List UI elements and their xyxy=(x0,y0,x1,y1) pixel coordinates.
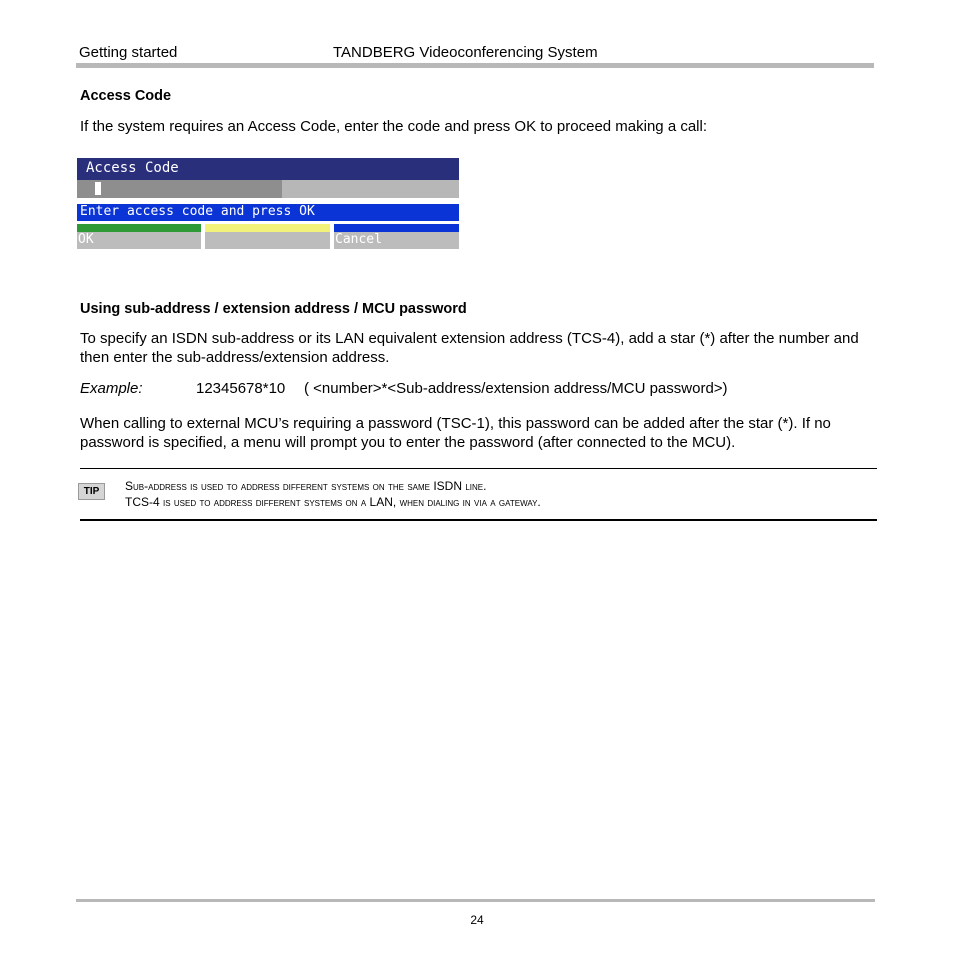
tip-rule-top xyxy=(80,468,877,469)
header-section-title: Getting started xyxy=(79,44,178,61)
tip-badge: TIP xyxy=(78,483,105,500)
softkey-blue-strip xyxy=(334,224,459,232)
softkey-green-strip xyxy=(77,224,201,232)
header-product-title: TANDBERG Videoconferencing System xyxy=(333,44,598,61)
tip-line-2: TCS-4 is used to address different systems on a LAN, when dialing in via a gateway. xyxy=(125,495,541,509)
menu-title: Access Code xyxy=(86,160,179,176)
softkey-ok-label: OK xyxy=(78,232,94,247)
access-code-input-field xyxy=(77,180,282,198)
tip-line-1: Sub-address is used to address different systems on the same ISDN line. xyxy=(125,479,487,493)
softkey-cancel xyxy=(334,224,459,249)
menu-title-bar xyxy=(77,158,459,180)
softkey-ok xyxy=(77,224,201,249)
access-code-menu-screenshot xyxy=(77,158,459,249)
example-label: Example: xyxy=(80,380,143,397)
sub-address-body-2: When calling to external MCU’s requiring a password (TSC-1), this password can be added after the star (*). If no password is specified, a menu will prompt you to enter the password (after connected to the MCU). xyxy=(80,415,831,451)
text-cursor xyxy=(95,182,101,195)
softkey-yellow xyxy=(205,224,330,249)
menu-prompt: Enter access code and press OK xyxy=(80,204,315,219)
softkey-yellow-strip xyxy=(205,224,330,232)
softkey-cancel-label: Cancel xyxy=(335,232,382,247)
header-rule xyxy=(76,63,874,68)
tip-rule-bottom xyxy=(80,519,877,521)
footer-rule xyxy=(76,899,875,902)
sub-address-body-1: To specify an ISDN sub-address or its LAN equivalent extension address (TCS-4), add a star (*) after the number and then enter the sub-address/extension address. xyxy=(80,330,859,366)
example-value: 12345678*10 xyxy=(196,380,286,397)
menu-prompt-bar xyxy=(77,204,459,221)
access-code-input-row xyxy=(77,180,459,198)
access-code-heading: Access Code xyxy=(80,88,172,104)
sub-address-heading: Using sub-address / extension address / MCU password xyxy=(80,301,467,317)
page-number: 24 xyxy=(470,913,484,927)
access-code-body: If the system requires an Access Code, enter the code and press OK to proceed making a call: xyxy=(80,118,707,135)
example-description: ( <number>*<Sub-address/extension address/MCU password>) xyxy=(304,380,728,397)
